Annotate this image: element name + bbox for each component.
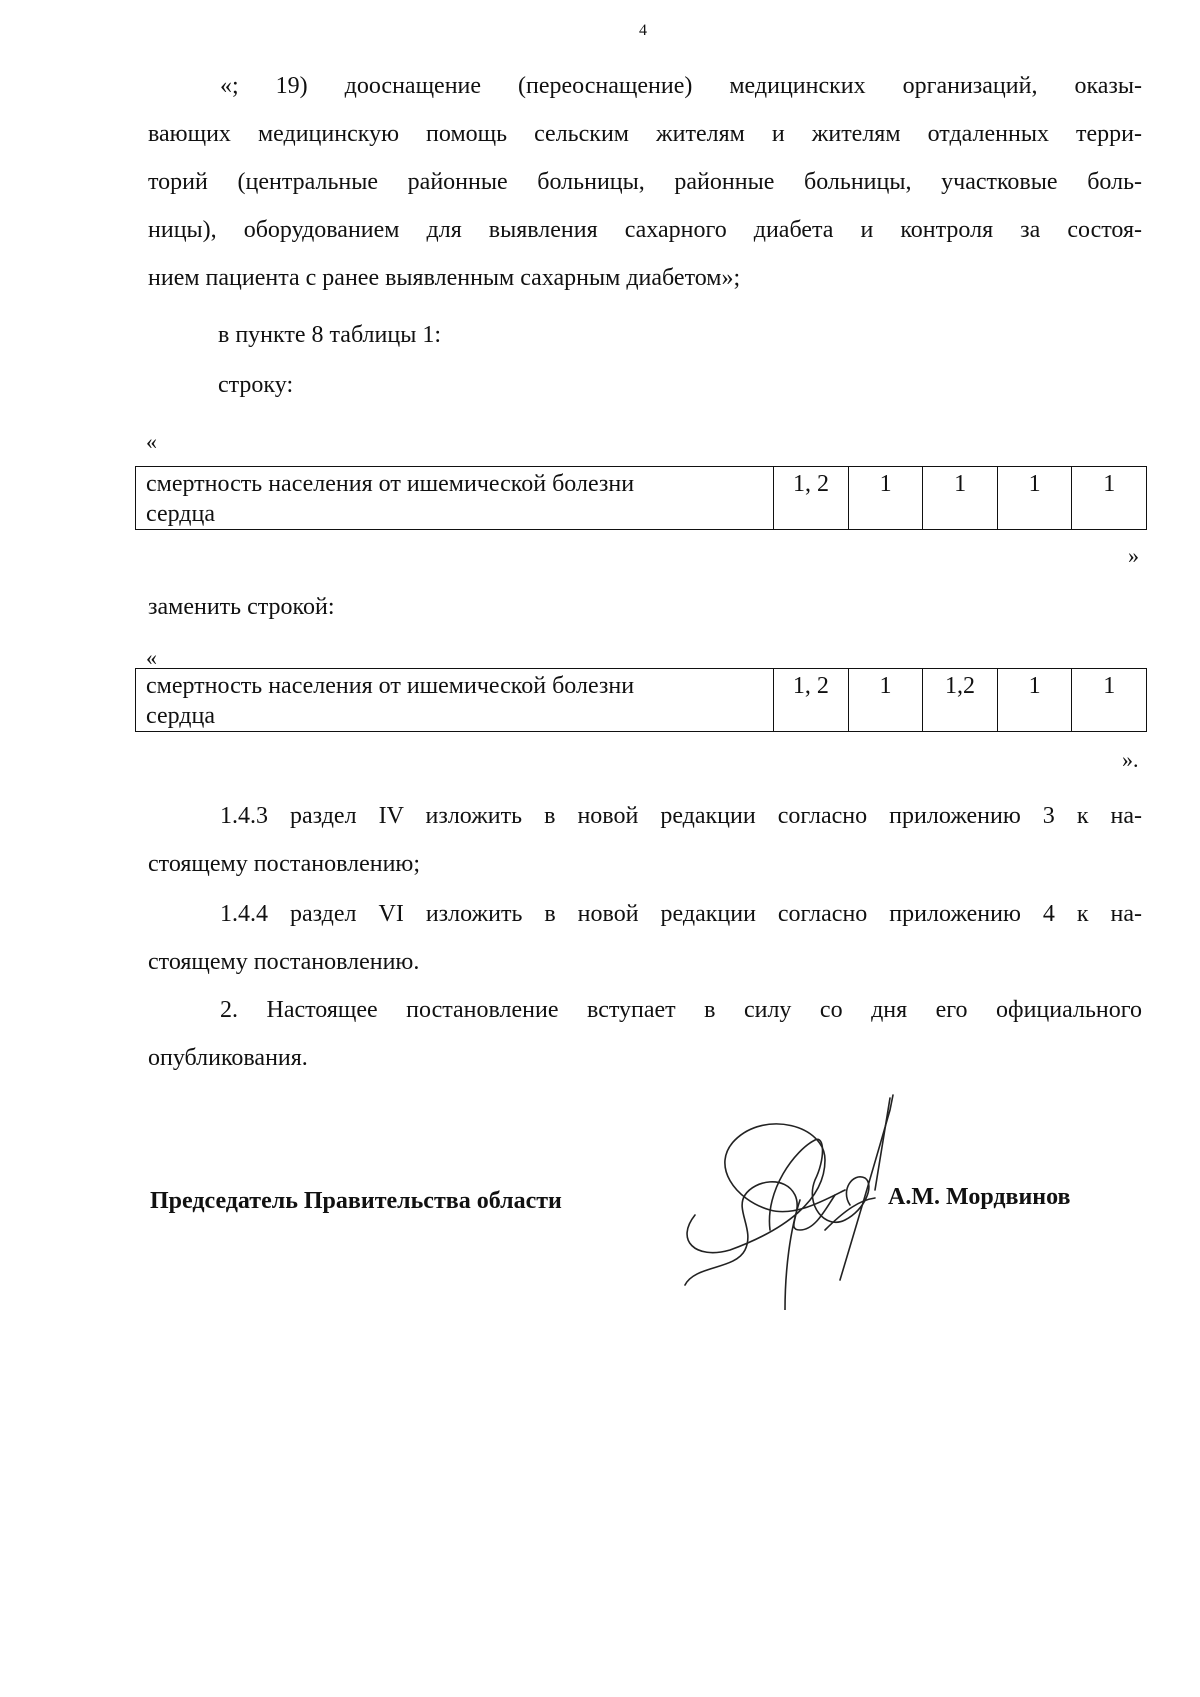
paragraph-1-4-4 [148, 890, 1142, 986]
table-row [136, 467, 1147, 530]
value-cell: 1, 2 [774, 467, 849, 530]
row-name-line: смертность населения от ишемической болезни [146, 471, 635, 497]
signatory-title: Председатель Правительства области [150, 1188, 562, 1214]
text-line: 1.4.3 раздел IV изложить в новой редакции согласно приложению 3 к на- [220, 803, 1142, 829]
page-number: 4 [639, 22, 647, 39]
value-cell: 1 [923, 467, 998, 530]
value-cell: 1, 2 [774, 669, 849, 732]
text-line: 1.4.4 раздел VI изложить в новой редакции согласно приложению 4 к на- [220, 901, 1142, 927]
open-quote: « [146, 429, 157, 454]
row-word: строку: [218, 372, 294, 398]
text-line: торий (центральные районные больницы, районные больницы, участковые боль- [148, 169, 1142, 195]
text-line: 2. Настоящее постановление вступает в силу со дня его официального [220, 997, 1142, 1023]
point-8-text: в пункте 8 таблицы 1: [218, 322, 442, 348]
new-row-table [135, 668, 1147, 732]
value-cell: 1 [1072, 467, 1147, 530]
value-cell: 1 [848, 669, 923, 732]
close-quote: ». [1122, 747, 1139, 772]
row-name-cell [136, 467, 774, 530]
paragraph-2 [148, 986, 1142, 1082]
text-line: вающих медицинскую помощь сельским жителям и жителям отдаленных терри- [148, 121, 1142, 147]
handwritten-signature [675, 1080, 915, 1310]
row-name-line: смертность населения от ишемической болезни [146, 673, 635, 699]
open-quote: « [146, 645, 157, 670]
text-line: ницы), оборудованием для выявления сахарного диабета и контроля за состоя- [148, 217, 1142, 243]
value-cell: 1 [1072, 669, 1147, 732]
row-name-line: сердца [146, 501, 215, 527]
table-row [136, 669, 1147, 732]
paragraph-1-4-3 [148, 792, 1142, 888]
value-cell: 1,2 [923, 669, 998, 732]
row-name-cell [136, 669, 774, 732]
replace-text: заменить строкой: [148, 594, 335, 620]
text-line: стоящему постановлению; [148, 851, 421, 877]
value-cell: 1 [848, 467, 923, 530]
text-line: опубликования. [148, 1045, 308, 1071]
paragraph-19 [148, 62, 1142, 302]
value-cell: 1 [997, 669, 1072, 732]
close-quote: » [1128, 543, 1139, 568]
text-line: «; 19) дооснащение (переоснащение) медицинских организаций, оказы- [220, 73, 1142, 99]
signatory-name: А.М. Мордвинов [888, 1184, 1071, 1210]
text-line: стоящему постановлению. [148, 949, 420, 975]
row-name-line: сердца [146, 703, 215, 729]
value-cell: 1 [997, 467, 1072, 530]
text-line: нием пациента с ранее выявленным сахарным диабетом»; [148, 265, 741, 291]
old-row-table [135, 466, 1147, 530]
